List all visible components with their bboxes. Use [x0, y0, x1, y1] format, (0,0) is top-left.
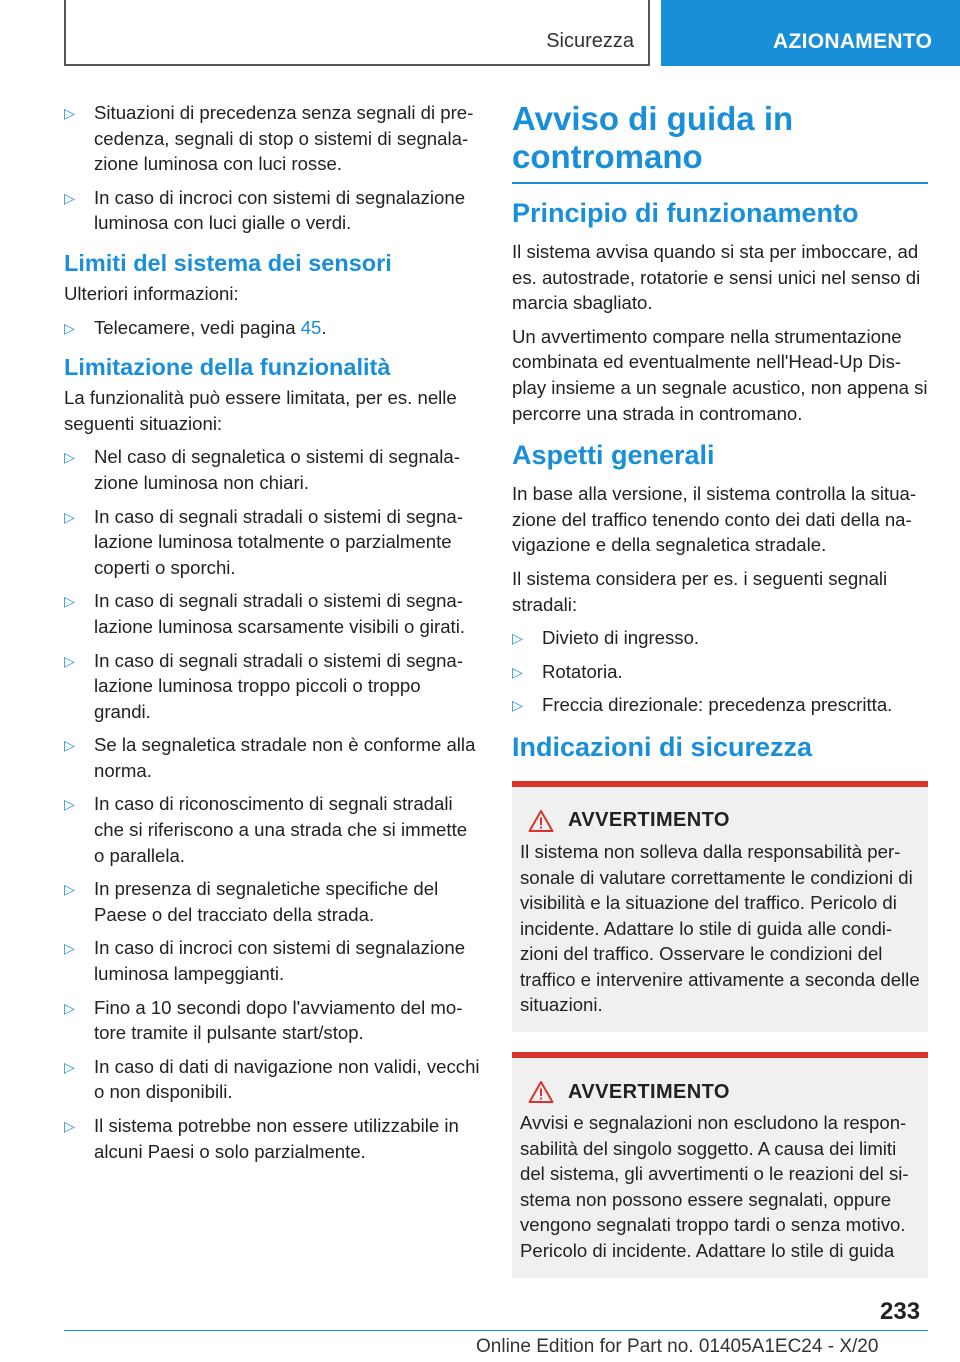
bullet-triangle-icon: ▷ [64, 652, 75, 669]
list-item: ▷ Situazioni di precedenza senza segnali di precedenza, segnali di stop o sistemi di segnalazione luminosa con luci rosse. [64, 102, 474, 175]
bullet-triangle-icon: ▷ [64, 1118, 75, 1134]
bullet-triangle-icon: ▷ [64, 319, 75, 336]
list-item: ▷ Se la segnaletica stradale non è conforme alla norma. [64, 734, 476, 781]
chapter-heading: Avviso di guida in contromano [512, 100, 928, 184]
list-item: ▷ In caso di incroci con sistemi di segnalazione luminosa lampeggianti. [64, 937, 466, 985]
footer-edition: Online Edition for Part no. 01405A1EC24 - X/20 [476, 1336, 879, 1357]
warning-triangle-icon [528, 1080, 554, 1104]
list-item: ▷ Il sistema potrebbe non essere utilizzabile in alcuni Paesi o solo parzialmente. [64, 1115, 459, 1162]
heading-limitazione-funzionalita: Limitazione della funzionalità [64, 354, 391, 381]
bullet-triangle-icon: ▷ [64, 508, 75, 525]
section-tab [64, 0, 650, 66]
page-header [0, 0, 960, 66]
bullet-triangle-icon: ▷ [64, 796, 75, 813]
paragraph: In base alla versione, il sistema controlla la situazione del traffico tenendo conto dei dati della navigazione e della segnaletica stradale. [512, 483, 917, 556]
paragraph: Il sistema considera per es. i seguenti segnali stradali: [512, 567, 888, 615]
bullet-triangle-icon: ▷ [64, 999, 75, 1016]
footer-divider [64, 1330, 928, 1331]
list-item: ▷ Telecamere, vedi pagina 45. [64, 315, 480, 341]
bullet-triangle-icon: ▷ [64, 881, 75, 898]
bullet-triangle-icon: ▷ [64, 940, 75, 957]
bullet-triangle-icon: ▷ [512, 630, 523, 647]
list-item: ▷ In caso di segnali stradali o sistemi di segnalazione luminosa scarsamente visibili o girati. [64, 590, 466, 637]
paragraph: Un avvertimento compare nella strumentazione combinata ed eventualmente nell'Head-Up Display insieme a un segnale acustico, non appena si percorre una strada in contromano. [512, 325, 928, 424]
list-item: ▷ In caso di incroci con sistemi di segnalazione luminosa con luci gialle o verdi. [64, 186, 466, 234]
bullet-triangle-icon: ▷ [64, 189, 75, 206]
list-item: ▷ In caso di dati di navigazione non validi, vecchi o non disponibili. [64, 1055, 480, 1103]
list-item: ▷ Divieto di ingresso. [512, 625, 928, 651]
warning-text: Avvisi e segnalazioni non escludono la responsabilità del singolo soggetto. A causa dei limiti del sistema, gli avvertimenti o le reazioni del sistema non possono essere segnalati, oppure vengono segnalati troppo tardi o senza motivo. Pericolo di incidente. Adattare lo stile di guida [520, 1112, 909, 1262]
warning-title: AVVERTIMENTO [568, 809, 730, 832]
bullet-triangle-icon: ▷ [64, 1058, 75, 1075]
list-item: ▷ Fino a 10 secondi dopo l'avviamento del motore tramite il pulsante start/stop. [64, 996, 463, 1044]
warning-box [512, 781, 928, 1032]
paragraph: La funzionalità può essere limitata, per es. nelle seguenti situazioni: [64, 387, 457, 434]
heading-principio: Principio di funzionamento [512, 198, 859, 228]
list-item: ▷ In caso di riconoscimento di segnali stradali che si riferiscono a una strada che si immette o parallela. [64, 793, 468, 866]
list-item: ▷ Nel caso di segnaletica o sistemi di segnalazione luminosa non chiari. [64, 446, 460, 493]
heading-sicurezza: Indicazioni di sicurezza [512, 731, 813, 762]
warning-text: Il sistema non solleva dalla responsabilità personale di valutare correttamente le condizioni di visibilità e la situazione del traffico. Pericolo di incidente. Adattare lo stile di guida alle condizioni del traffico. Osservare le condizioni del traffico e intervenire attivamente a seconda delle situazioni. [520, 840, 920, 1016]
bullet-triangle-icon: ▷ [64, 593, 75, 610]
bullet-triangle-icon: ▷ [64, 737, 75, 754]
right-column [512, 100, 928, 1298]
bullet-triangle-icon: ▷ [512, 663, 523, 680]
page-reference-link[interactable]: 45 [300, 316, 322, 338]
heading-limiti-sensori: Limiti del sistema dei sensori [64, 249, 392, 276]
list-item: ▷ In presenza di segnaletiche specifiche del Paese o del tracciato della strada. [64, 878, 439, 925]
warning-title: AVVERTIMENTO [568, 1080, 730, 1103]
paragraph: Ulteriori informazioni: [64, 282, 239, 304]
page-number: 233 [880, 1298, 921, 1325]
warning-box [512, 1052, 928, 1278]
bullet-triangle-icon: ▷ [64, 449, 75, 466]
paragraph: Il sistema avvisa quando si sta per imboccare, ad es. autostrade, rotatorie e sensi unici nel senso di marcia sbagliato. [512, 241, 921, 314]
bullet-triangle-icon: ▷ [512, 697, 523, 714]
bullet-triangle-icon: ▷ [64, 105, 75, 121]
left-column [64, 100, 480, 1172]
list-item: ▷ In caso di segnali stradali o sistemi di segnalazione luminosa troppo piccoli o troppo grandi. [64, 649, 463, 722]
section-title: Sicurezza [546, 30, 634, 52]
warning-triangle-icon [528, 809, 554, 833]
chapter-tab: AZIONAMENTO [661, 0, 960, 66]
list-item: ▷ Freccia direzionale: precedenza prescritta. [512, 692, 928, 718]
list-item: ▷ In caso di segnali stradali o sistemi di segnalazione luminosa totalmente o parzialmente coperti o sporchi. [64, 505, 463, 578]
heading-aspetti-generali: Aspetti generali [512, 440, 715, 471]
list-item: ▷ Rotatoria. [512, 659, 928, 685]
